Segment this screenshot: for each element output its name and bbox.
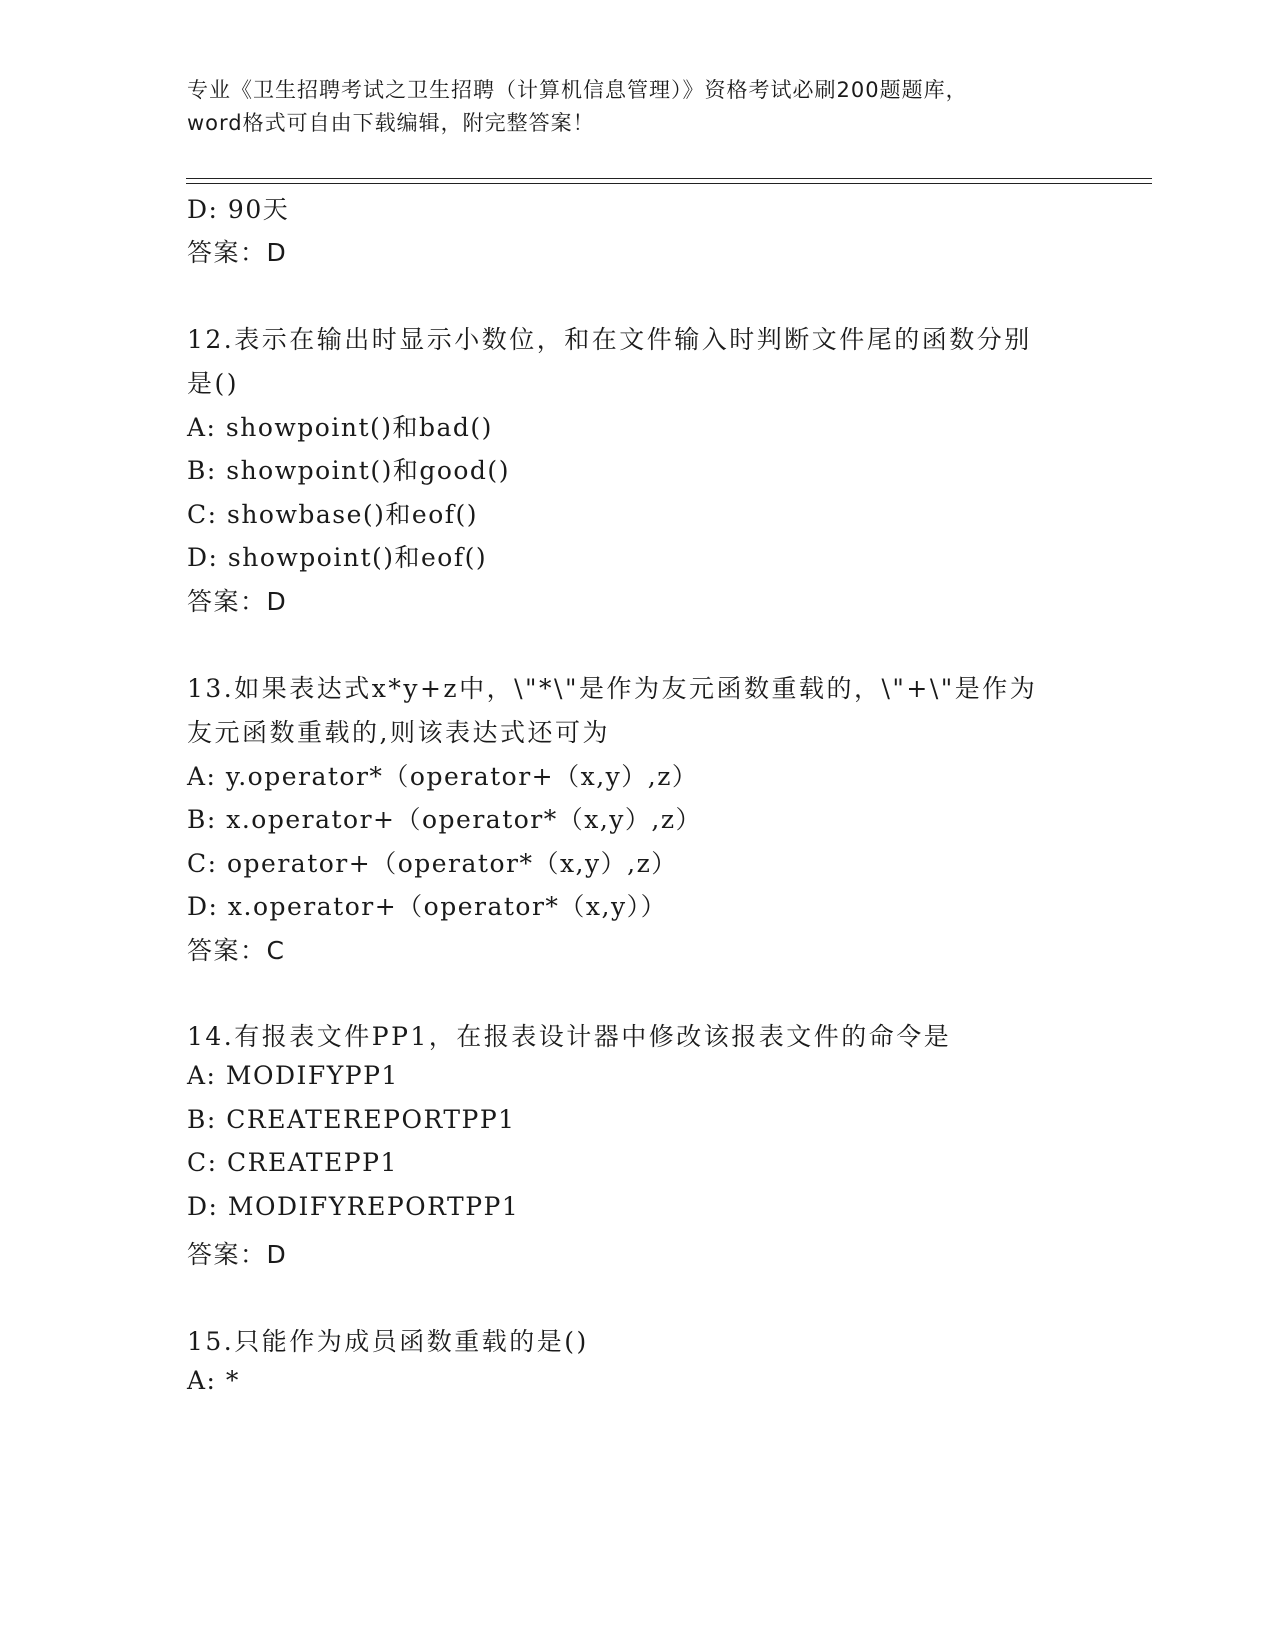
q14-option-c: C: CREATEPP1 <box>187 1148 398 1177</box>
q12-option-d: D: showpoint()和eof() <box>187 543 488 572</box>
prev-answer: 答案：D <box>187 238 288 267</box>
q15-text-line-1: 15.只能作为成员函数重载的是() <box>187 1327 589 1356</box>
q14-option-a: A: MODIFYPP1 <box>187 1061 399 1090</box>
header-line-2: word格式可自由下载编辑，附完整答案！ <box>187 111 595 135</box>
q14-option-b: B: CREATEREPORTPP1 <box>187 1105 516 1134</box>
q13-option-d: D: x.operator+（operator*（x,y）） <box>187 892 668 921</box>
q13-text-line-1: 13.如果表达式x*y+z中，\"*\"是作为友元函数重载的，\"+\"是作为 <box>187 674 1038 703</box>
q13-option-b: B: x.operator+（operator*（x,y）,z） <box>187 805 703 834</box>
q12-option-c: C: showbase()和eof() <box>187 500 479 529</box>
header-divider-top <box>186 178 1152 179</box>
q12-text-line-2: 是() <box>187 369 240 398</box>
q13-option-a: A: y.operator*（operator+（x,y）,z） <box>187 762 699 791</box>
q15-option-a: A: * <box>187 1366 240 1395</box>
header-line-1: 专业《卫生招聘考试之卫生招聘（计算机信息管理）》资格考试必刷200题题库， <box>187 78 968 102</box>
q14-answer: 答案：D <box>187 1240 288 1269</box>
q12-text-line-1: 12.表示在输出时显示小数位，和在文件输入时判断文件尾的函数分别 <box>187 325 1032 354</box>
q12-answer: 答案：D <box>187 587 288 616</box>
prev-option-d: D: 90天 <box>187 195 290 224</box>
q13-answer: 答案：C <box>187 936 286 965</box>
header-divider-bottom <box>186 183 1152 184</box>
q13-option-c: C: operator+（operator*（x,y）,z） <box>187 849 678 878</box>
q14-text-line-1: 14.有报表文件PP1，在报表设计器中修改该报表文件的命令是 <box>187 1022 952 1051</box>
q13-text-line-2: 友元函数重载的,则该表达式还可为 <box>187 718 610 747</box>
q12-option-b: B: showpoint()和good() <box>187 456 510 485</box>
document-header <box>187 74 1087 140</box>
q12-option-a: A: showpoint()和bad() <box>187 413 493 442</box>
q14-option-d: D: MODIFYREPORTPP1 <box>187 1192 520 1221</box>
